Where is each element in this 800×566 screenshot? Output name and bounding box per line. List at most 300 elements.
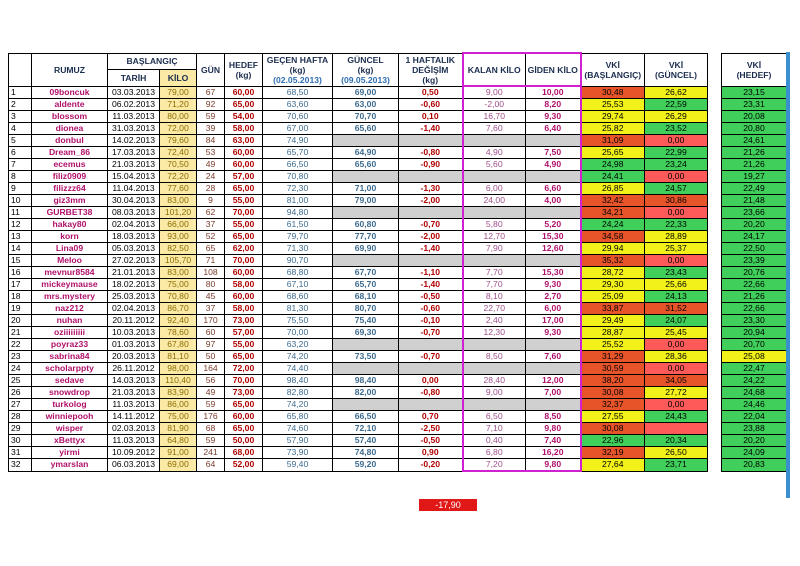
bmi-target-cell: 19,27 [722,171,787,183]
bmi-current-cell: 23,71 [645,459,708,472]
table-row[interactable] [9,171,787,183]
target-cell: 60,00 [225,159,263,171]
start-kilo-cell: 81,10 [160,351,197,363]
weekly-change-cell: -0,50 [399,435,463,447]
target-cell: 65,00 [225,231,263,243]
table-row[interactable] [9,207,787,219]
current-cell: 74,80 [333,447,399,459]
table-row[interactable] [9,459,787,472]
start-date-cell: 18.02.2013 [108,279,160,291]
row-index-cell: 30 [9,435,32,447]
days-cell: 108 [197,267,225,279]
bmi-current-cell: 24,57 [645,183,708,195]
current-header [333,53,399,86]
target-cell: 70,00 [225,207,263,219]
days-cell: 241 [197,447,225,459]
start-date-cell: 30.04.2013 [108,195,160,207]
bmi-current-cell: 22,99 [645,147,708,159]
bmi-current-cell: 31,52 [645,303,708,315]
gap-cell [708,375,722,387]
remaining-cell: 12,70 [463,231,526,243]
bmi-start-cell: 31,29 [581,351,645,363]
remaining-cell: 6,50 [463,411,526,423]
bmi-target-cell: 22,66 [722,279,787,291]
gap-cell [708,99,722,111]
days-cell: 64 [197,459,225,472]
days-cell: 68 [197,423,225,435]
nick-cell: blossom [32,111,108,123]
lost-cell: 7,60 [526,351,581,363]
table-row[interactable] [9,315,787,327]
start-date-cell: 14.03.2013 [108,375,160,387]
days-cell: 67 [197,86,225,99]
days-cell: 62 [197,207,225,219]
start-kilo-cell: 92,40 [160,315,197,327]
target-cell: 70,00 [225,375,263,387]
table-row[interactable] [9,351,787,363]
bmi-target-cell: 22,66 [722,303,787,315]
days-cell: 24 [197,171,225,183]
nick-cell: ecemus [32,159,108,171]
bmi-start-cell: 26,85 [581,183,645,195]
weekly-change-cell: -0,50 [399,291,463,303]
weekly-change-cell: -0,70 [399,219,463,231]
last-week-cell: 65,80 [263,411,333,423]
bmi-current-cell: 24,13 [645,291,708,303]
weekly-change-cell [399,339,463,351]
remaining-cell: -2,00 [463,99,526,111]
bmi-target-cell: 23,15 [722,86,787,99]
bmi-start-cell: 25,09 [581,291,645,303]
bmi-start-header-line2: (BAŞLANGIÇ) [584,69,642,80]
bmi-target-cell: 21,26 [722,159,787,171]
gap-cell [708,399,722,411]
gap-cell [708,351,722,363]
target-cell: 65,00 [225,351,263,363]
current-cell: 65,60 [333,123,399,135]
remaining-cell: 24,00 [463,195,526,207]
current-cell [333,135,399,147]
target-cell: 58,00 [225,303,263,315]
row-index-cell: 24 [9,363,32,375]
table-row[interactable] [9,219,787,231]
nick-cell: snowdrop [32,387,108,399]
gap-cell [708,171,722,183]
bmi-target-cell: 24,61 [722,135,787,147]
last-week-cell: 68,60 [263,291,333,303]
start-kilo-cell: 81,90 [160,423,197,435]
nick-cell: sedave [32,375,108,387]
last-week-cell: 79,70 [263,231,333,243]
remaining-cell: 7,10 [463,423,526,435]
table-row[interactable] [9,339,787,351]
table-row[interactable] [9,447,787,459]
bmi-target-cell: 24,09 [722,447,787,459]
remaining-cell: 12,30 [463,327,526,339]
table-row[interactable] [9,279,787,291]
target-cell: 68,00 [225,447,263,459]
bmi-start-cell: 30,08 [581,387,645,399]
lost-cell: 16,20 [526,447,581,459]
start-date-cell: 11.03.2013 [108,435,160,447]
weekly-change-cell: 0,90 [399,447,463,459]
weekly-change-cell: -2,50 [399,423,463,435]
current-header-label: GÜNCEL [347,54,384,65]
row-index-cell: 20 [9,315,32,327]
table-row[interactable] [9,111,787,123]
days-cell: 59 [197,111,225,123]
bmi-target-cell: 23,30 [722,315,787,327]
table-row[interactable] [9,255,787,267]
days-cell: 37 [197,219,225,231]
row-index-cell: 7 [9,159,32,171]
days-cell: 71 [197,255,225,267]
bmi-start-cell: 38,20 [581,375,645,387]
row-index-cell: 29 [9,423,32,435]
days-cell: 45 [197,291,225,303]
days-cell: 52 [197,231,225,243]
lost-cell [526,207,581,219]
lost-cell [526,255,581,267]
remaining-cell [463,207,526,219]
row-index-cell: 4 [9,123,32,135]
row-index-cell: 11 [9,207,32,219]
days-cell: 9 [197,195,225,207]
bmi-target-cell: 20,20 [722,435,787,447]
days-cell: 59 [197,435,225,447]
bmi-current-cell: 30,86 [645,195,708,207]
kilo-header: KİLO [160,70,197,87]
days-cell: 84 [197,135,225,147]
gap-cell [708,219,722,231]
bmi-start-cell: 30,48 [581,86,645,99]
target-header-unit: (kg) [235,69,252,80]
weekly-change-header-line1: 1 HAFTALIK [405,54,455,65]
start-kilo-cell: 83,00 [160,195,197,207]
remaining-cell: 7,20 [463,459,526,472]
current-cell: 79,00 [333,195,399,207]
bmi-start-cell: 24,41 [581,171,645,183]
start-kilo-cell: 86,70 [160,303,197,315]
weekly-change-cell: -0,70 [399,327,463,339]
bmi-target-cell: 23,39 [722,255,787,267]
bmi-target-cell: 24,68 [722,387,787,399]
start-kilo-cell: 71,20 [160,99,197,111]
bmi-target-cell: 22,50 [722,243,787,255]
table-row[interactable] [9,231,787,243]
table-row[interactable] [9,423,787,435]
lost-cell: 2,70 [526,291,581,303]
bmi-current-cell: 26,62 [645,86,708,99]
start-kilo-cell: 72,40 [160,147,197,159]
nick-cell: nuhan [32,315,108,327]
current-cell: 71,00 [333,183,399,195]
last-week-header [263,53,333,86]
start-kilo-cell: 80,00 [160,111,197,123]
target-cell: 70,00 [225,255,263,267]
lost-cell: 9,30 [526,327,581,339]
weekly-change-cell: -0,80 [399,147,463,159]
target-cell: 63,00 [225,135,263,147]
days-cell: 56 [197,375,225,387]
last-week-header-label: GEÇEN HAFTA [266,54,329,65]
remaining-cell: 7,90 [463,243,526,255]
start-kilo-cell: 110,40 [160,375,197,387]
start-date-cell: 15.04.2013 [108,171,160,183]
last-week-cell: 74,20 [263,351,333,363]
header-row-1 [9,53,787,70]
days-cell: 28 [197,183,225,195]
lost-cell: 7,40 [526,435,581,447]
table-row[interactable] [9,435,787,447]
bmi-start-cell: 28,87 [581,327,645,339]
weekly-change-cell: -1,30 [399,183,463,195]
bmi-target-cell: 20,20 [722,219,787,231]
table-row[interactable] [9,123,787,135]
bmi-target-cell: 21,26 [722,147,787,159]
last-week-cell: 67,10 [263,279,333,291]
lost-cell: 4,90 [526,159,581,171]
target-cell: 60,00 [225,411,263,423]
bmi-start-cell: 31,09 [581,135,645,147]
remaining-cell: 6,00 [463,183,526,195]
weekly-change-cell: -0,10 [399,315,463,327]
bmi-start-cell: 32,42 [581,195,645,207]
bmi-current-cell: 20,34 [645,435,708,447]
bmi-start-cell: 24,98 [581,159,645,171]
bmi-current-header-line2: (GÜNCEL) [654,69,697,80]
bmi-start-cell: 28,72 [581,267,645,279]
lost-cell: 7,00 [526,387,581,399]
gap-cell [708,291,722,303]
remaining-cell: 8,50 [463,351,526,363]
nick-cell: oziiiiiiiii [32,327,108,339]
days-cell: 97 [197,339,225,351]
start-kilo-cell: 86,00 [160,399,197,411]
lost-cell: 12,60 [526,243,581,255]
current-cell: 68,10 [333,291,399,303]
table-row[interactable] [9,99,787,111]
current-cell [333,255,399,267]
remaining-cell [463,135,526,147]
lost-cell: 9,80 [526,423,581,435]
target-cell: 73,00 [225,387,263,399]
weekly-change-header [399,53,463,86]
current-cell: 82,00 [333,387,399,399]
gap-cell [708,147,722,159]
gap-cell [708,387,722,399]
gap-cell [708,243,722,255]
current-cell: 66,50 [333,411,399,423]
table-body [9,86,787,471]
days-cell: 37 [197,303,225,315]
table-row[interactable] [9,399,787,411]
current-cell: 73,50 [333,351,399,363]
lost-cell: 7,50 [526,147,581,159]
row-index-cell: 17 [9,279,32,291]
row-index-cell: 12 [9,219,32,231]
bmi-start-cell: 30,59 [581,363,645,375]
start-kilo-cell: 93,00 [160,231,197,243]
table-row[interactable] [9,183,787,195]
target-cell: 57,00 [225,171,263,183]
last-week-cell: 63,20 [263,339,333,351]
target-cell: 60,00 [225,86,263,99]
start-kilo-cell: 78,60 [160,327,197,339]
bmi-target-cell: 20,94 [722,327,787,339]
bmi-current-cell: 0,00 [645,171,708,183]
remaining-cell: 9,00 [463,387,526,399]
start-date-cell: 11.03.2013 [108,111,160,123]
bmi-current-cell: 0,00 [645,339,708,351]
bmi-target-cell: 20,76 [722,267,787,279]
gap-cell [708,435,722,447]
table-row[interactable] [9,243,787,255]
last-week-cell: 74,90 [263,135,333,147]
current-cell: 75,40 [333,315,399,327]
start-kilo-cell: 70,80 [160,291,197,303]
bmi-target-cell: 20,08 [722,111,787,123]
gap-cell [708,447,722,459]
target-cell: 73,00 [225,315,263,327]
last-week-cell: 61,50 [263,219,333,231]
remaining-cell [463,171,526,183]
bmi-target-cell: 22,47 [722,363,787,375]
last-week-cell: 63,60 [263,99,333,111]
last-week-cell: 67,00 [263,123,333,135]
lost-cell: 4,00 [526,195,581,207]
nick-cell: GURBET38 [32,207,108,219]
bmi-current-cell: 34,05 [645,375,708,387]
bmi-current-cell: 23,43 [645,267,708,279]
bmi-current-cell: 25,37 [645,243,708,255]
bmi-current-cell: 23,24 [645,159,708,171]
row-index-cell: 3 [9,111,32,123]
table-row[interactable] [9,387,787,399]
target-cell: 65,00 [225,399,263,411]
bmi-start-cell: 25,52 [581,339,645,351]
remaining-cell: 16,70 [463,111,526,123]
gap-cell [708,207,722,219]
current-header-unit: (kg) [357,64,374,75]
target-cell: 54,00 [225,111,263,123]
start-date-cell: 02.03.2013 [108,423,160,435]
last-week-cell: 81,00 [263,195,333,207]
table-row[interactable] [9,375,787,387]
gap-cell [708,279,722,291]
bmi-target-cell: 25,08 [722,351,787,363]
bmi-current-cell: 0,00 [645,207,708,219]
remaining-cell [463,399,526,411]
bmi-target-header-line1: VKİ [746,59,762,70]
remaining-cell: 7,60 [463,123,526,135]
remaining-cell [463,363,526,375]
start-date-cell: 27.02.2013 [108,255,160,267]
bmi-start-cell: 24,24 [581,219,645,231]
table-row[interactable] [9,135,787,147]
nick-cell: mickeymause [32,279,108,291]
current-cell: 60,80 [333,219,399,231]
bmi-start-cell: 29,94 [581,243,645,255]
start-kilo-cell: 75,00 [160,411,197,423]
start-date-cell: 14.02.2013 [108,135,160,147]
start-date-cell: 25.03.2013 [108,291,160,303]
weekly-change-header-unit: (kg) [422,74,439,85]
weekly-change-cell: 0,00 [399,375,463,387]
remaining-cell [463,255,526,267]
nick-header: RUMUZ [32,53,108,86]
start-date-cell: 20.11.2012 [108,315,160,327]
nick-cell: wisper [32,423,108,435]
last-week-header-date: (02.05.2013) [273,74,322,85]
start-date-cell: 21.01.2013 [108,267,160,279]
current-cell: 65,60 [333,159,399,171]
gap-cell [708,111,722,123]
row-index-cell: 5 [9,135,32,147]
bmi-current-cell: 0,00 [645,363,708,375]
start-kilo-cell: 69,00 [160,459,197,472]
start-date-cell: 02.04.2013 [108,219,160,231]
table-row[interactable] [9,291,787,303]
last-week-cell: 90,70 [263,255,333,267]
current-cell: 69,90 [333,243,399,255]
gap-cell [708,267,722,279]
row-index-cell: 13 [9,231,32,243]
last-week-cell: 70,80 [263,171,333,183]
table-row[interactable] [9,147,787,159]
bmi-start-cell: 25,53 [581,99,645,111]
remaining-cell: 0,40 [463,435,526,447]
nick-cell: turkolog [32,399,108,411]
table-row[interactable] [9,411,787,423]
row-index-cell: 25 [9,375,32,387]
nick-cell: yirmi [32,447,108,459]
table-row[interactable] [9,363,787,375]
table-row[interactable] [9,327,787,339]
gap-cell [708,255,722,267]
nick-cell: giz3mm [32,195,108,207]
table-row[interactable] [9,303,787,315]
bmi-target-cell: 24,17 [722,231,787,243]
lost-cell: 9,30 [526,279,581,291]
start-date-cell: 14.11.2012 [108,411,160,423]
table-row[interactable] [9,195,787,207]
row-index-cell: 18 [9,291,32,303]
last-week-cell: 59,40 [263,459,333,472]
start-kilo-cell: 72,00 [160,123,197,135]
bmi-start-header [581,53,645,86]
gap-cell [708,411,722,423]
remaining-cell: 5,60 [463,159,526,171]
start-date-cell: 11.04.2013 [108,183,160,195]
table-row[interactable] [9,159,787,171]
gap-cell [708,339,722,351]
bmi-target-cell: 22,04 [722,411,787,423]
bmi-start-cell: 29,49 [581,315,645,327]
table-row[interactable] [9,267,787,279]
table-row[interactable] [9,86,787,99]
start-date-cell: 21.03.2013 [108,387,160,399]
days-cell: 53 [197,147,225,159]
target-cell: 58,00 [225,279,263,291]
bmi-start-cell: 34,58 [581,231,645,243]
bmi-target-cell: 23,31 [722,99,787,111]
nick-cell: winniepooh [32,411,108,423]
weekly-change-cell: -0,20 [399,459,463,472]
last-week-cell: 70,00 [263,327,333,339]
weekly-change-cell: 0,70 [399,411,463,423]
last-week-cell: 68,80 [263,267,333,279]
